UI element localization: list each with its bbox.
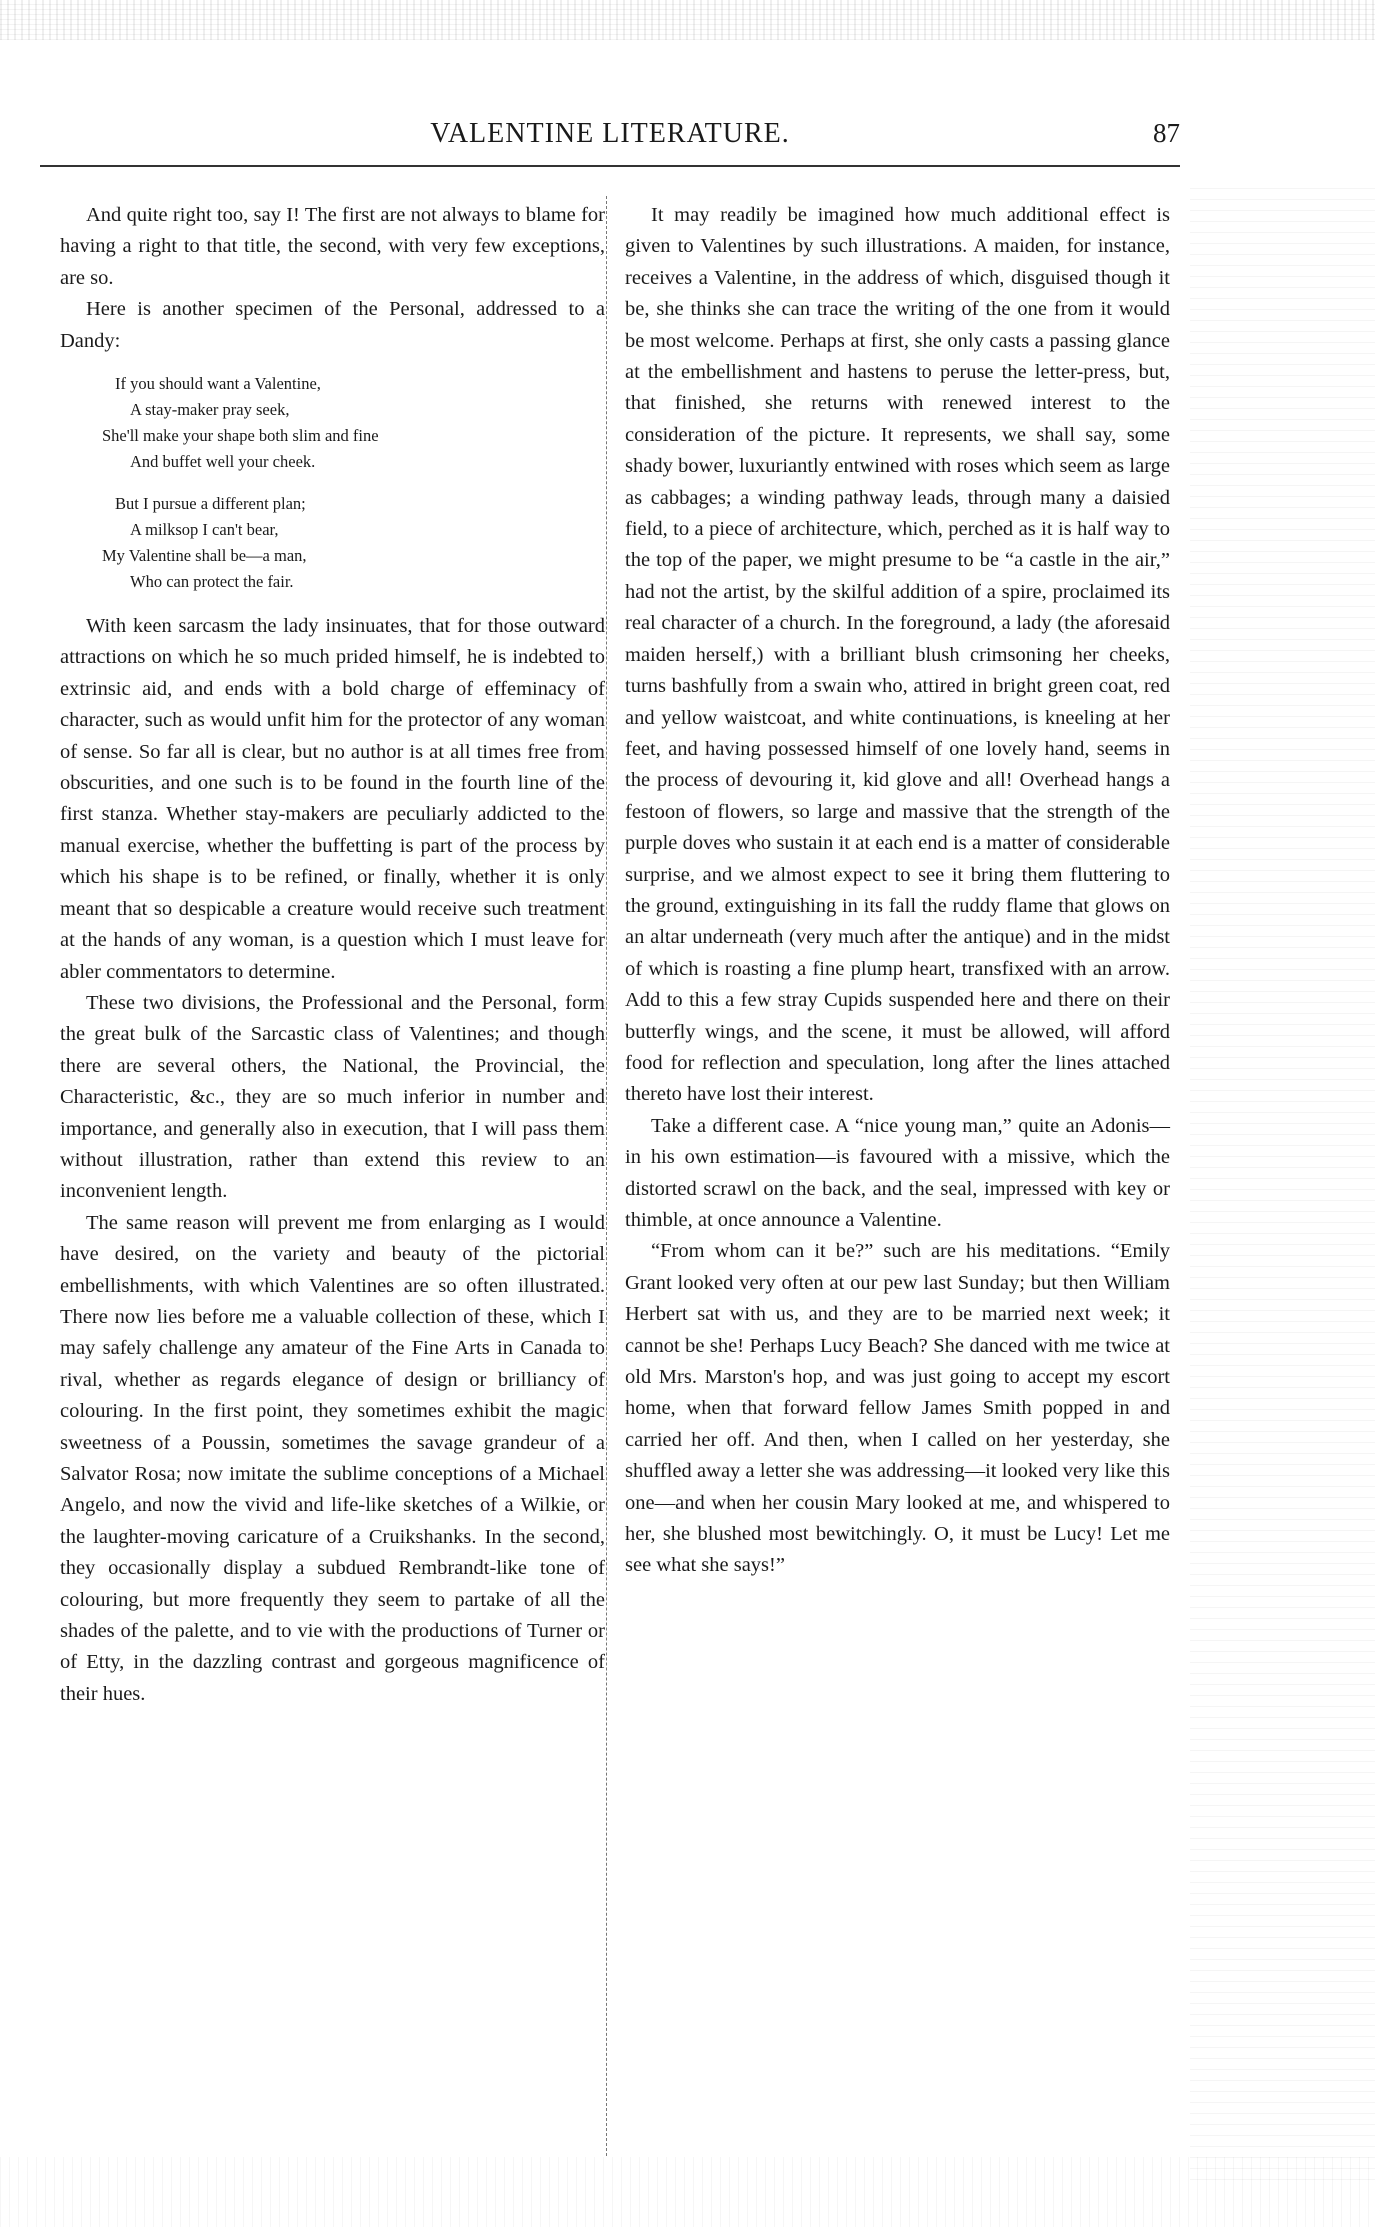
header-rule: [40, 165, 1180, 167]
right-column: [625, 200, 1170, 1582]
left-column: [60, 200, 605, 1710]
page-header: [40, 118, 1180, 158]
scan-noise-bottom: [0, 2157, 1375, 2227]
poem-line: A stay-maker pray seek,: [130, 400, 290, 420]
poem: [60, 371, 605, 595]
paragraph: And quite right too, say I! The first are not always to blame for having a right to that title, the second, with very few exceptions, are so.: [60, 204, 605, 289]
paragraph: It may readily be imagined how much additional effect is given to Valentines by such illustrations. A maiden, for instance, receives a Valentine, in the address of which, disguised though it be, she thinks she can trace the writing of the one from it would be most welcome. Perhaps at first, she only casts a passing glance at the embellishment and hastens to peruse the letter-press, but, that finished, she returns with renewed interest to the consideration of the picture. It represents, we shall say, some shady bower, luxuriantly entwined with roses which seem as large as cabbages; a winding pathway leads, through many a daisied field, to a piece of architecture, which, perched as it is half way to the top of the paper, we might presume to be “a castle in the air,” had not the artist, by the skilful addition of a spire, proclaimed its real character of a church. In the foreground, a lady (the aforesaid maiden herself,) with a brilliant blush crimsoning her cheeks, turns bashfully from a swain who, attired in bright green coat, red and yellow waistcoat, and white continuations, is kneeling at her feet, and having possessed himself of one lovely hand, seems in the process of devouring it, kid glove and all! Overhead hangs a festoon of flowers, so large and massive that the strength of the purple doves who sustain it at each end is a matter of considerable surprise, and we almost expect to see it bring them fluttering to the ground, extinguishing in its fall the ruddy flame that glows on an altar underneath (very much after the antique) and in the midst of which is roasting a fine plump heart, transfixed with an arrow. Add to this a few stray Cupids suspended here and there on their butterfly wings, and the scene, it must be allowed, will afford food for reflection and speculation, long after the lines attached thereto have lost their interest.: [625, 204, 1170, 1106]
scan-noise-top: [0, 0, 1375, 40]
page-title: VALENTINE LITERATURE.: [430, 118, 790, 149]
poem-line: If you should want a Valentine,: [115, 374, 321, 394]
poem-line: She'll make your shape both slim and fine: [102, 426, 379, 446]
poem-line: But I pursue a different plan;: [115, 494, 306, 514]
scan-noise-margin: [1190, 180, 1375, 2180]
poem-stanza: [60, 491, 605, 595]
poem-line: My Valentine shall be—a man,: [102, 546, 307, 566]
paragraph: Take a different case. A “nice young man,” quite an Adonis—in his own estimation—is favoured with a missive, which the distorted scrawl on the back, and the seal, impressed with key or thimble, at once announce a Valentine.: [625, 1114, 1170, 1231]
paragraph: These two divisions, the Professional and the Personal, form the great bulk of the Sarcastic class of Valentines; and though there are several others, the National, the Provincial, the Characteristic, &c., they are so much inferior in number and importance, and generally also in execution, that I will pass them without illustration, rather than extend this review to an inconvenient length.: [60, 991, 605, 1203]
poem-stanza: [60, 371, 605, 475]
poem-line: Who can protect the fair.: [130, 572, 294, 592]
paragraph: With keen sarcasm the lady insinuates, that for those outward attractions on which he so much prided himself, he is indebted to extrinsic aid, and ends with a bold charge of effeminacy of character, such as would unfit him for the protector of any woman of sense. So far all is clear, but no author is at all times free from obscurities, and one such is to be found in the fourth line of the first stanza. Whether stay-makers are peculiarly addicted to the manual exercise, whether the buffetting is part of the process by which his shape is to be refined, or finally, whether it is only meant that so despicable a creature would receive such treatment at the hands of any woman, is a question which I must leave for abler commentators to determine.: [60, 615, 605, 983]
column-divider: [606, 196, 607, 2156]
paragraph: “From whom can it be?” such are his meditations. “Emily Grant looked very often at our pew last Sunday; but then William Herbert sat with us, and they are to be married next week; it cannot be she! Perhaps Lucy Beach? She danced with me twice at old Mrs. Marston's hop, and was just going to accept my escort home, when that forward fellow James Smith popped in and carried her off. And then, when I called on her yesterday, she shuffled away a letter she was addressing—it looked very like this one—and when her cousin Mary looked at me, and whispered to her, she blushed most bewitchingly. O, it must be Lucy! Let me see what she says!”: [625, 1240, 1170, 1577]
page-number: 87: [1153, 118, 1180, 148]
paragraph: The same reason will prevent me from enlarging as I would have desired, on the variety and beauty of the pictorial embellishments, with which Valentines are so often illustrated. There now lies before me a valuable collection of these, which I may safely challenge any amateur of the Fine Arts in Canada to rival, whether as regards elegance of design or brilliancy of colouring. In the first point, they sometimes exhibit the magic sweetness of a Poussin, sometimes the savage grandeur of a Salvator Rosa; now imitate the sublime conceptions of a Michael Angelo, and now the vivid and life-like sketches of a Wilkie, or the laughter-moving caricature of a Cruikshanks. In the second, they occasionally display a subdued Rembrandt-like tone of colouring, but more frequently they seem to partake of all the shades of the palette, and to vie with the productions of Turner or of Etty, in the dazzling contrast and gorgeous magnificence of their hues.: [60, 1211, 605, 1705]
poem-line: And buffet well your cheek.: [130, 452, 316, 472]
paragraph: Here is another specimen of the Personal, addressed to a Dandy:: [60, 298, 605, 352]
poem-line: A milksop I can't bear,: [130, 520, 279, 540]
